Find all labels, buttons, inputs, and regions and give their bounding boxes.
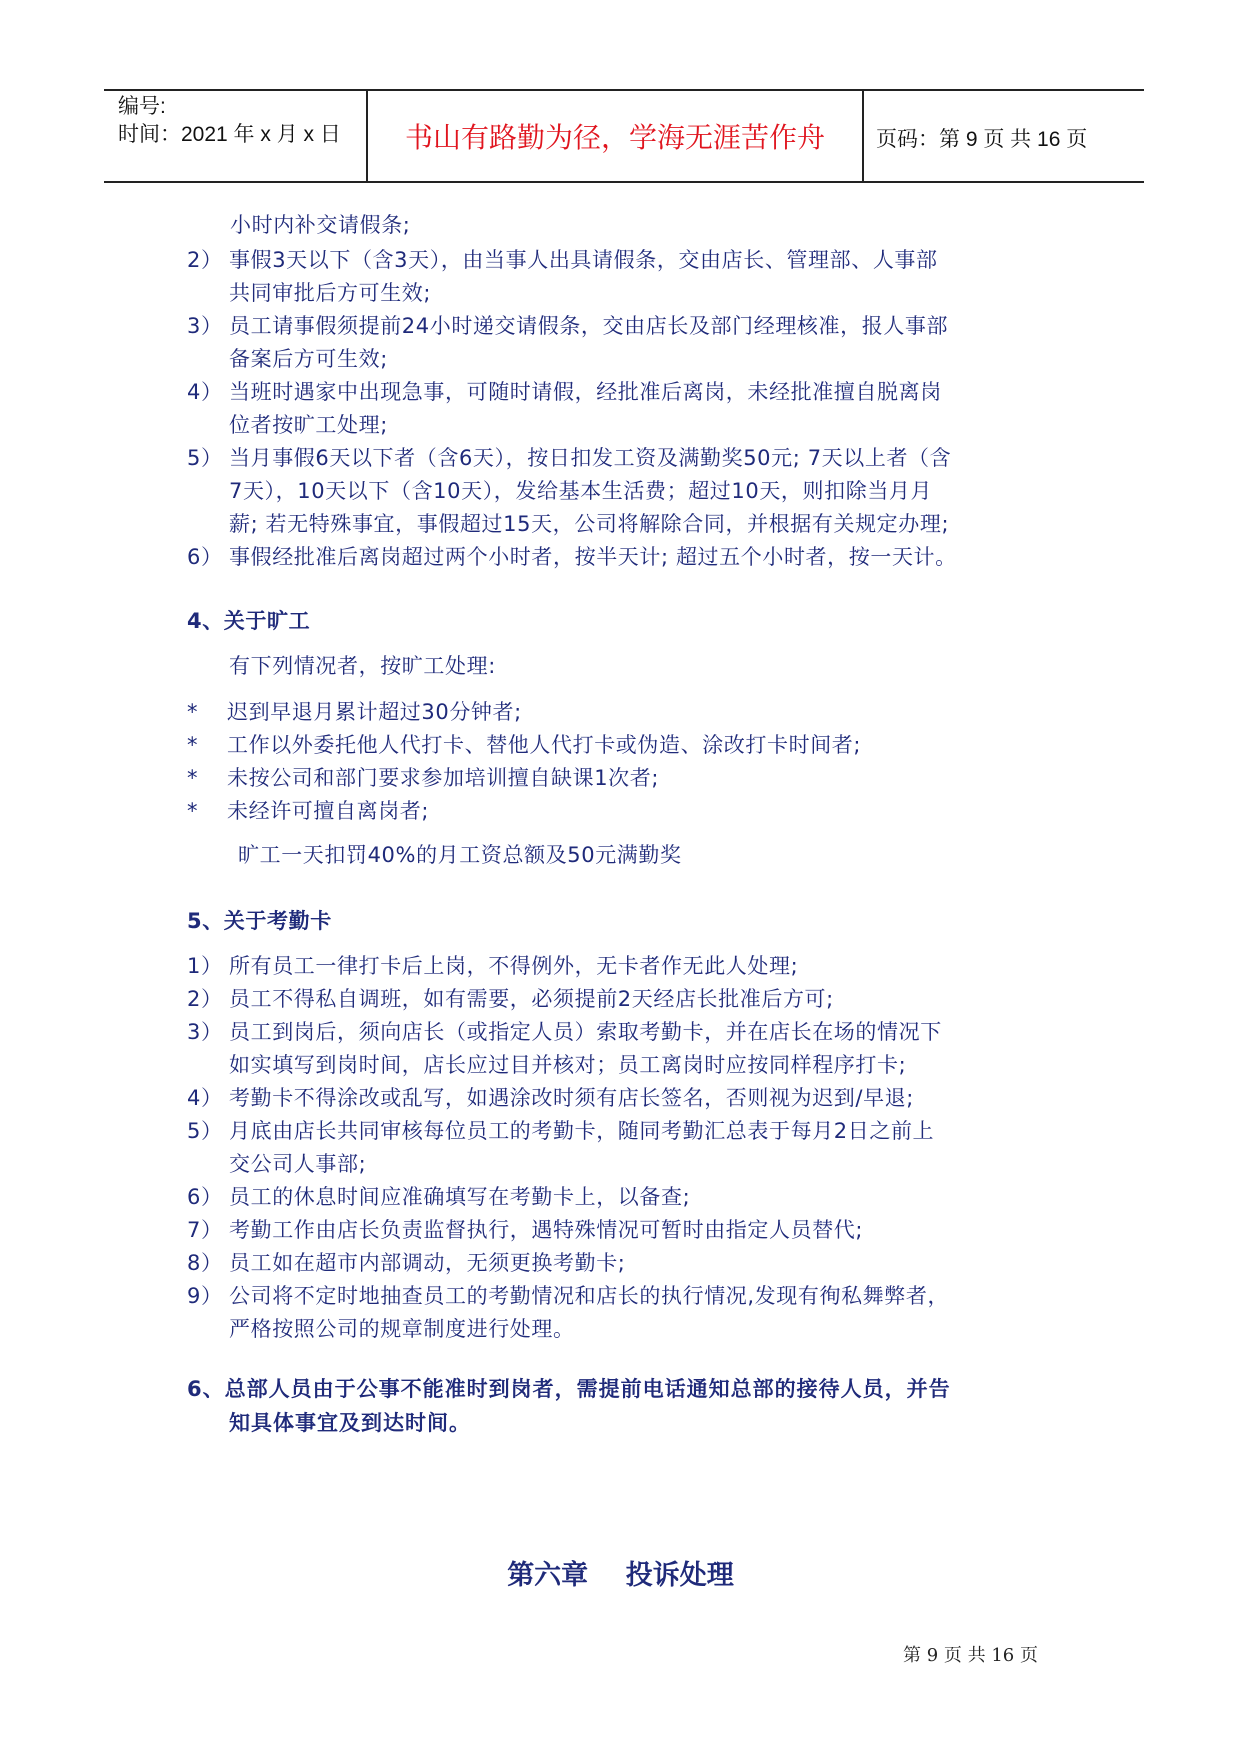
leave-item-2-cont: 共同审批后方可生效; [229, 281, 432, 305]
leave-item-3 [187, 311, 948, 341]
leave-item-5-cont2: 薪; 若无特殊事宜，事假超过15天，公司将解除合同，并根据有关规定办理; [229, 512, 950, 536]
bullet-text: 未经许可擅自离岗者; [227, 799, 430, 823]
item-number: 5） [187, 1119, 223, 1143]
absence-bullet [187, 697, 522, 727]
item-text: 公司将不定时地抽查员工的考勤情况和店长的执行情况,发现有徇私舞弊者， [229, 1284, 950, 1308]
item-number: 2） [187, 987, 223, 1011]
header-bottom-rule [104, 181, 1144, 183]
header-motto: 书山有路勤为径，学海无涯苦作舟 [404, 121, 825, 154]
item-text: 员工请事假须提前24小时递交请假条，交由店长及部门经理核准，报人事部 [229, 314, 949, 338]
item-text: 所有员工一律打卡后上岗，不得例外，无卡者作无此人处理; [229, 954, 799, 978]
section-5-heading: 5、关于考勤卡 [187, 909, 332, 933]
item-number: 6） [187, 545, 223, 569]
header-meta [118, 93, 341, 149]
bullet-mark: * [187, 766, 199, 790]
card-item-8 [187, 1248, 625, 1278]
item-number: 3） [187, 314, 223, 338]
item-text: 当班时遇家中出现急事，可随时请假，经批准后离岗，未经批准擅自脱离岗 [229, 380, 942, 404]
section-6-line-1: 6、总部人员由于公事不能准时到岗者，需提前电话通知总部的接待人员，并告 [187, 1377, 951, 1401]
item-text: 事假经批准后离岗超过两个小时者，按半天计; 超过五个小时者，按一天计。 [229, 545, 957, 569]
card-item-5 [187, 1116, 934, 1146]
item-text: 考勤工作由店长负责监督执行，遇特殊情况可暂时由指定人员替代; [229, 1218, 864, 1242]
item-number: 5） [187, 446, 223, 470]
absence-bullet [187, 763, 659, 793]
bullet-text: 未按公司和部门要求参加培训擅自缺课1次者; [227, 766, 660, 790]
leave-item-2 [187, 245, 938, 275]
leave-item-5 [187, 443, 951, 473]
card-item-4 [187, 1083, 914, 1113]
absence-intro: 有下列情况者，按旷工处理: [229, 654, 496, 678]
item-text: 事假3天以下（含3天），由当事人出具请假条，交由店长、管理部、人事部 [229, 248, 938, 272]
card-item-7 [187, 1215, 863, 1245]
item-text: 当月事假6天以下者（含6天），按日扣发工资及满勤奖50元; 7天以上者（含 [229, 446, 952, 470]
item-number: 8） [187, 1251, 223, 1275]
bullet-text: 迟到早退月累计超过30分钟者; [227, 700, 522, 724]
chapter-title: 第六章 投诉处理 [507, 1560, 734, 1591]
item-number: 4） [187, 380, 223, 404]
absence-penalty: 旷工一天扣罚40%的月工资总额及50元满勤奖 [238, 843, 682, 867]
card-item-3 [187, 1017, 942, 1047]
item-number: 2） [187, 248, 223, 272]
item-text: 员工的休息时间应准确填写在考勤卡上，以备查; [229, 1185, 691, 1209]
card-item-2 [187, 984, 834, 1014]
leave-item-3-cont: 备案后方可生效; [229, 347, 388, 371]
card-item-9 [187, 1281, 949, 1311]
absence-bullet [187, 796, 429, 826]
page-footer: 第 9 页 共 16 页 [903, 1645, 1038, 1666]
header-divider-right [862, 90, 864, 182]
item-number: 1） [187, 954, 223, 978]
leave-item-4-cont: 位者按旷工处理; [229, 413, 388, 437]
card-item-1 [187, 951, 798, 981]
item-number: 6） [187, 1185, 223, 1209]
item-number: 4） [187, 1086, 223, 1110]
header-top-rule [104, 89, 1144, 91]
card-item-9-cont: 严格按照公司的规章制度进行处理。 [229, 1317, 575, 1341]
item-number: 7） [187, 1218, 223, 1242]
card-item-6 [187, 1182, 690, 1212]
absence-bullet [187, 730, 861, 760]
header-page-info: 页码：第 9 页 共 16 页 [876, 128, 1088, 151]
item-text: 员工不得私自调班，如有需要，必须提前2天经店长批准后方可; [229, 987, 834, 1011]
item-text: 月底由店长共同审核每位员工的考勤卡，随同考勤汇总表于每月2日之前上 [229, 1119, 935, 1143]
item-text: 考勤卡不得涂改或乱写，如遇涂改时须有店长签名，否则视为迟到/早退; [229, 1086, 914, 1110]
item-text: 员工到岗后，须向店长（或指定人员）索取考勤卡，并在店长在场的情况下 [229, 1020, 942, 1044]
leave-item-4 [187, 377, 942, 407]
card-item-3-cont: 如实填写到岗时间，店长应过目并核对；员工离岗时应按同样程序打卡; [229, 1053, 907, 1077]
document-number-label: 编号: [118, 95, 166, 118]
document-time: 时间：2021 年 x 月 x 日 [118, 123, 341, 146]
item-number: 3） [187, 1020, 223, 1044]
leave-item-5-cont1: 7天），10天以下（含10天），发给基本生活费；超过10天，则扣除当月月 [229, 479, 933, 503]
bullet-text: 工作以外委托他人代打卡、替他人代打卡或伪造、涂改打卡时间者; [227, 733, 862, 757]
section-6-line-2: 知具体事宜及到达时间。 [229, 1411, 471, 1435]
bullet-mark: * [187, 733, 199, 757]
item-number: 9） [187, 1284, 223, 1308]
bullet-mark: * [187, 799, 199, 823]
item-text: 员工如在超市内部调动，无须更换考勤卡; [229, 1251, 626, 1275]
leave-item-6 [187, 542, 957, 572]
card-item-5-cont: 交公司人事部; [229, 1152, 367, 1176]
leave-continuation: 小时内补交请假条; [230, 213, 411, 237]
section-4-heading: 4、关于旷工 [187, 609, 311, 633]
bullet-mark: * [187, 700, 199, 724]
